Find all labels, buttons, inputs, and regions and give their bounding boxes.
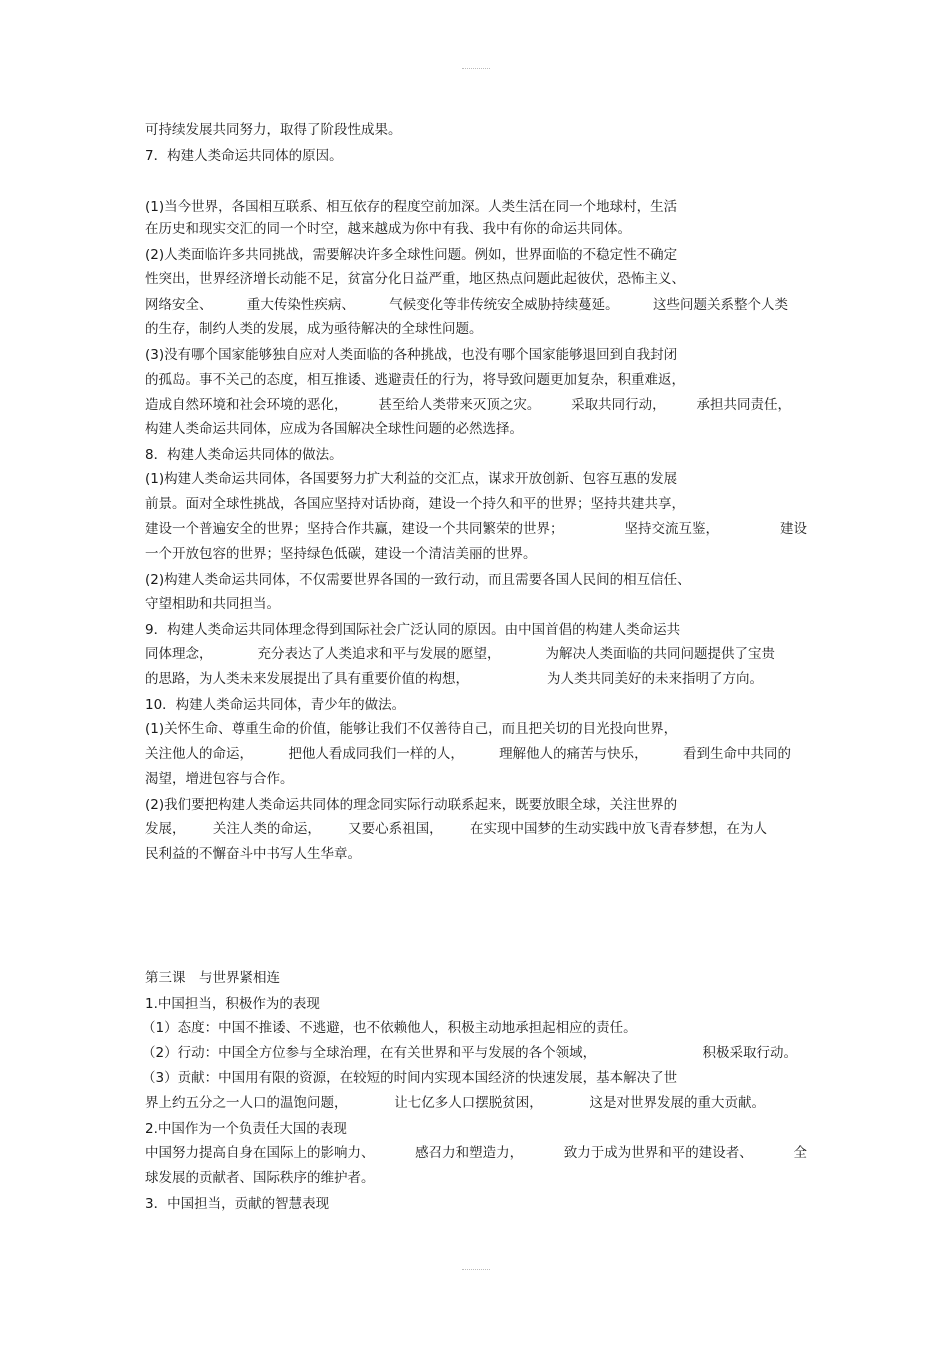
- text-segment: 在实现中国梦的生动实践中放飞青春梦想，在为人: [469, 821, 767, 837]
- text-line: 的生存，制约人类的发展，成为亟待解决的全球性问题。: [145, 321, 483, 337]
- text-segment: 让七亿多人口摆脱贫困，: [394, 1095, 543, 1111]
- text-line: [145, 670, 763, 688]
- text-segment: 这是对世界发展的重大贡献。: [589, 1095, 765, 1111]
- text-line: 构建人类命运共同体，应成为各国解决全球性问题的必然选择。: [145, 421, 523, 437]
- text-line: 可持续发展共同努力，取得了阶段性成果。: [145, 122, 402, 138]
- text-segment: 重大传染性疾病、: [246, 297, 355, 313]
- text-line: (3)没有哪个国家能够独自应对人类面临的各种挑战，也没有哪个国家能够退回到自我封闭: [145, 347, 678, 363]
- text-line: (2)我们要把构建人类命运共同体的理念同实际行动联系起来，既要放眼全球，关注世界的: [145, 797, 678, 813]
- page-bottom-mark: [462, 1269, 490, 1270]
- text-segment: 积极采取行动。: [702, 1045, 797, 1061]
- text-line: 守望相助和共同担当。: [145, 596, 280, 612]
- text-line: [145, 745, 791, 763]
- text-line: [145, 396, 791, 414]
- text-line: 的孤岛。事不关己的态度，相互推诿、逃避责任的行为，将导致问题更加复杂，积重难返，: [145, 372, 685, 388]
- text-line: （1）态度：中国不推诿、不逃避，也不依赖他人，积极主动地承担起相应的责任。: [142, 1020, 637, 1036]
- text-line: [145, 1144, 807, 1162]
- text-segment: 这些问题关系整个人类: [652, 297, 788, 313]
- text-segment: 关注他人的命运，: [145, 746, 253, 762]
- text-line: [145, 520, 807, 538]
- section-heading-7: 7．构建人类命运共同体的原因。: [145, 148, 343, 164]
- text-line: 在历史和现实交汇的同一个时空，越来越成为你中有我、我中有你的命运共同体。: [145, 221, 631, 237]
- text-line: [142, 1044, 797, 1062]
- section-heading-3: 3．中国担当，贡献的智慧表现: [145, 1196, 330, 1212]
- text-segment: 感召力和塑造力，: [415, 1145, 524, 1161]
- text-segment: 把他人看成同我们一样的人，: [288, 746, 464, 762]
- text-line: (1)当今世界，各国相互联系、相互依存的程度空前加深。人类生活在同一个地球村，生活: [145, 199, 678, 215]
- section-heading-9: 9．构建人类命运共同体理念得到国际社会广泛认同的原因。由中国首倡的构建人类命运共: [145, 622, 681, 638]
- text-line: (2)构建人类命运共同体，不仅需要世界各国的一致行动，而且需要各国人民间的相互信任、: [145, 572, 691, 588]
- text-line: [145, 645, 775, 663]
- text-segment: 为人类共同美好的未来指明了方向。: [547, 671, 763, 687]
- text-segment: 看到生命中共同的: [682, 746, 791, 762]
- text-segment: 理解他人的痛苦与快乐，: [499, 746, 648, 762]
- text-segment: 气候变化等非传统安全威胁持续蔓延。: [389, 297, 619, 313]
- text-line: (2)人类面临许多共同挑战，需要解决许多全球性问题。例如，世界面临的不稳定性不确定: [145, 247, 678, 263]
- text-line: 球发展的贡献者、国际秩序的维护者。: [145, 1170, 375, 1186]
- text-segment: 又要心系祖国，: [348, 821, 443, 837]
- text-segment: （2）行动：中国全方位参与全球治理，在有关世界和平与发展的各个领域，: [142, 1045, 597, 1061]
- section-heading-2: 2.中国作为一个负责任大国的表现: [145, 1121, 347, 1137]
- section-heading-10: 10．构建人类命运共同体，青少年的做法。: [145, 697, 406, 713]
- text-segment: 界上约五分之一人口的温饱问题，: [145, 1095, 348, 1111]
- text-segment: 甚至给人类带来灭顶之灾。: [378, 397, 541, 413]
- text-segment: 建设: [780, 521, 807, 537]
- text-segment: 建设一个普遍安全的世界；坚持合作共赢，建设一个共同繁荣的世界；: [145, 521, 564, 537]
- text-segment: 采取共同行动，: [571, 397, 666, 413]
- text-line: [145, 1094, 765, 1112]
- text-line: 前景。面对全球性挑战，各国应坚持对话协商，建设一个持久和平的世界；坚持共建共享，: [145, 496, 685, 512]
- text-line: [145, 820, 767, 838]
- text-segment: 承担共同责任，: [696, 397, 791, 413]
- text-segment: 发展，: [145, 821, 186, 837]
- chapter-title: 第三课 与世界紧相连: [145, 970, 280, 986]
- page-top-mark: [462, 68, 490, 69]
- section-heading-1: 1.中国担当，积极作为的表现: [145, 996, 320, 1012]
- text-segment: 的思路，为人类未来发展提出了具有重要价值的构想，: [145, 671, 469, 687]
- text-segment: 充分表达了人类追求和平与发展的愿望，: [257, 646, 501, 662]
- text-line: （3）贡献：中国用有限的资源，在较短的时间内实现本国经济的快速发展，基本解决了世: [142, 1070, 678, 1086]
- text-segment: 造成自然环境和社会环境的恶化，: [145, 397, 348, 413]
- text-segment: 坚持交流互鉴，: [624, 521, 719, 537]
- text-line: 一个开放包容的世界；坚持绿色低碳，建设一个清洁美丽的世界。: [145, 546, 537, 562]
- text-line: (1)关怀生命、尊重生命的价值，能够让我们不仅善待自己，而且把关切的目光投向世界，: [145, 721, 678, 737]
- text-line: 渴望，增进包容与合作。: [145, 771, 294, 787]
- text-segment: 为解决人类面临的共同问题提供了宝贵: [545, 646, 775, 662]
- text-line: 性突出，世界经济增长动能不足，贫富分化日益严重，地区热点问题此起彼伏，恐怖主义、: [145, 271, 685, 287]
- text-segment: 关注人类的命运，: [212, 821, 321, 837]
- text-line: 民利益的不懈奋斗中书写人生华章。: [145, 846, 361, 862]
- text-segment: 网络安全、: [145, 297, 213, 313]
- text-segment: 中国努力提高自身在国际上的影响力、: [145, 1145, 375, 1161]
- section-heading-8: 8．构建人类命运共同体的做法。: [145, 447, 343, 463]
- text-segment: 同体理念，: [145, 646, 213, 662]
- text-segment: 致力于成为世界和平的建设者、: [563, 1145, 753, 1161]
- text-line: (1)构建人类命运共同体，各国要努力扩大利益的交汇点，谋求开放创新、包容互惠的发展: [145, 471, 678, 487]
- text-segment: 全: [793, 1145, 807, 1161]
- text-line: [145, 296, 788, 314]
